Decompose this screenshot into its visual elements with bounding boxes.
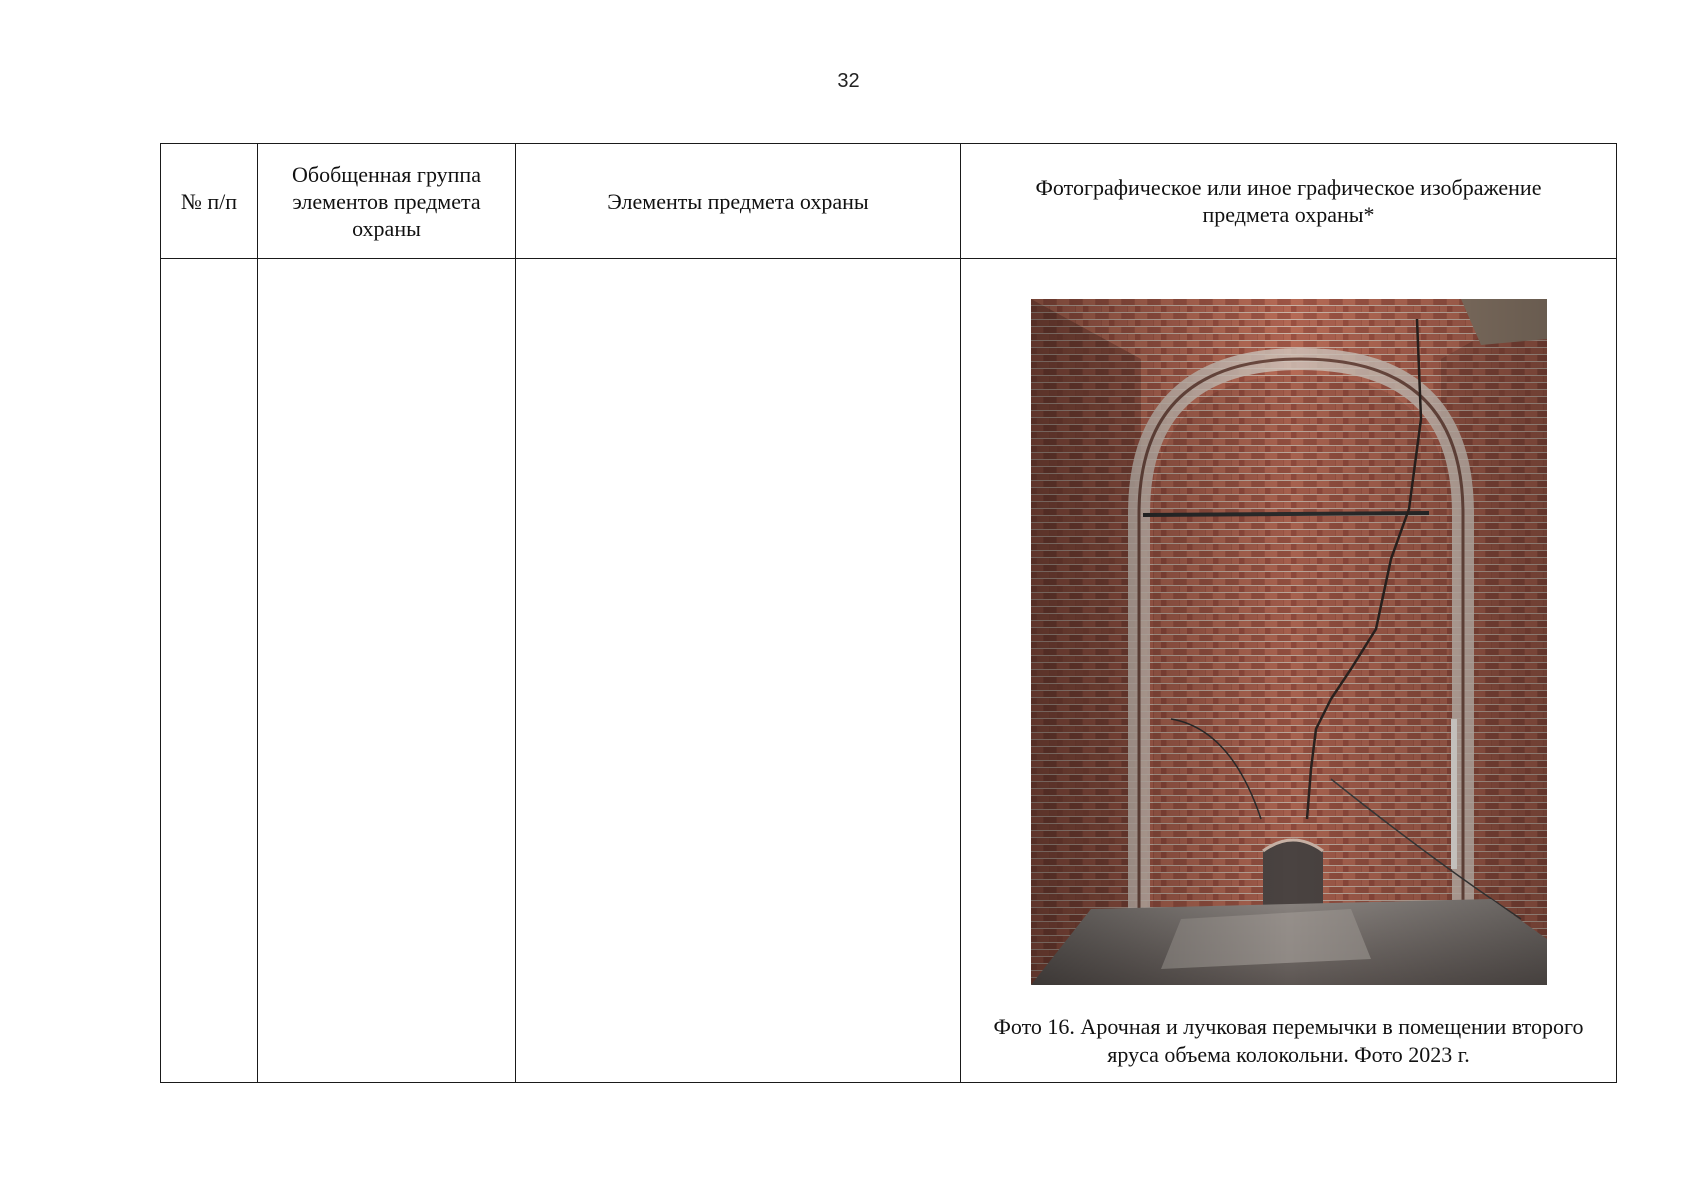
cell-photo [961,259,1617,1083]
header-group: Обобщенная группа элементов предмета охраны [258,144,516,259]
photo-caption: Фото 16. Арочная и лучковая перемычки в помещении второго яруса объема колокольни. Фото 2023 г. [993,1014,1584,1067]
page-number: 32 [837,70,860,92]
header-elements: Элементы предмета охраны [516,144,961,259]
header-photo: Фотографическое или иное графическое изображение предмета охраны* [961,144,1617,259]
table-row [161,259,1617,1083]
brick-arch-photo [1031,299,1547,985]
protection-table [160,143,1617,1083]
header-number: № п/п [161,144,258,259]
cell-number [161,259,258,1083]
cell-elements [516,259,961,1083]
cell-group [258,259,516,1083]
table-header-row [161,144,1617,259]
